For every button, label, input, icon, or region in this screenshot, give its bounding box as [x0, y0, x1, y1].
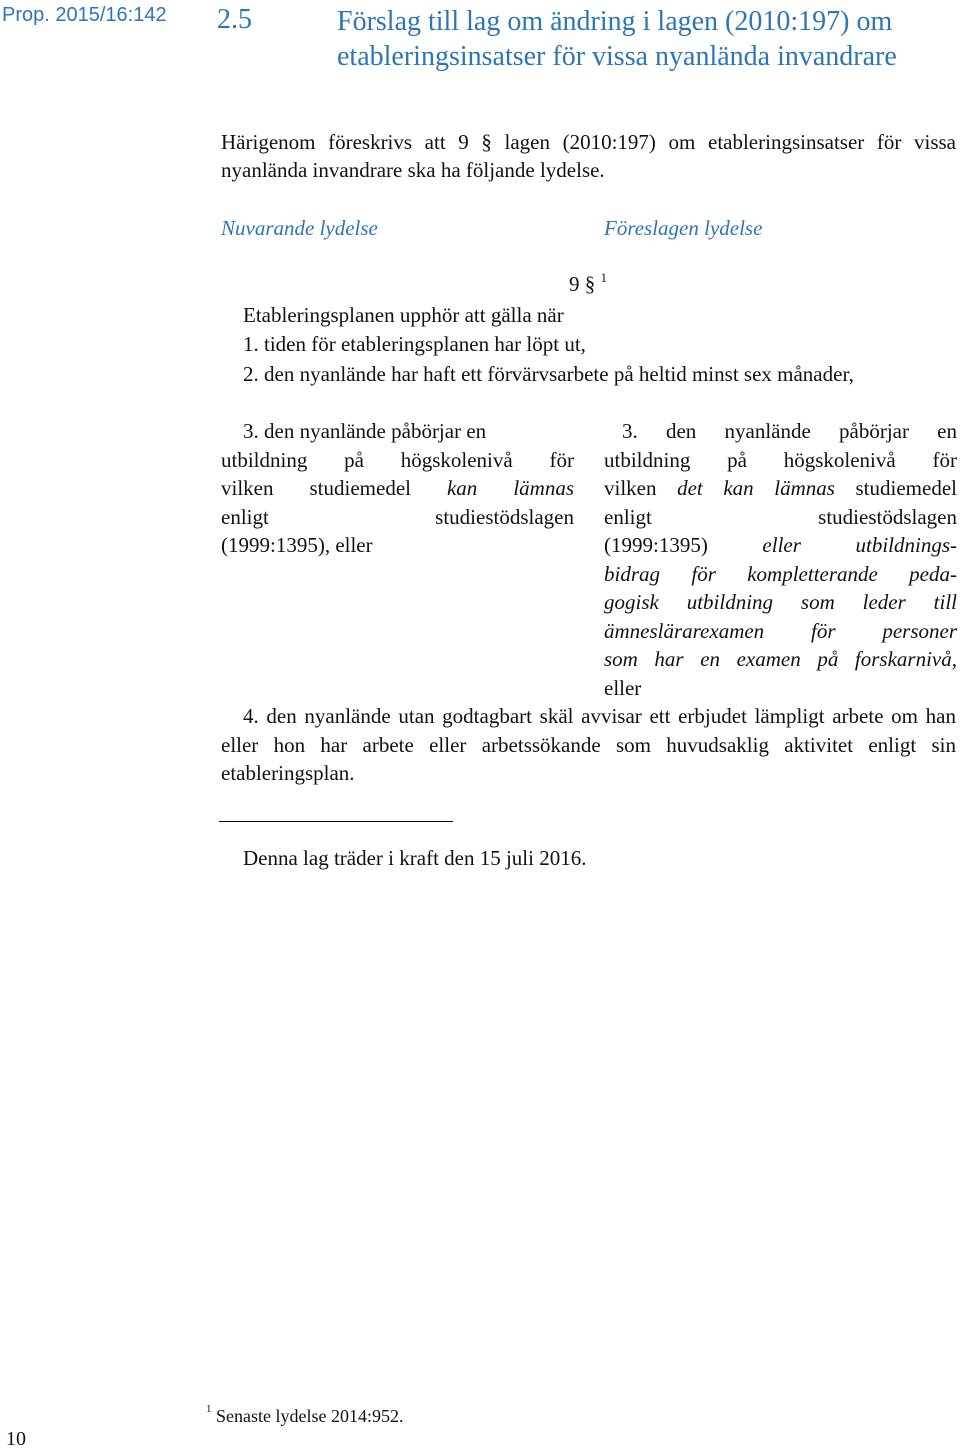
current-l4: enligt studiestödslagen	[221, 504, 574, 529]
current-l1: 3. den nyanlände påbörjar en	[243, 419, 487, 443]
running-head: Prop. 2015/16:142	[2, 4, 167, 26]
item-3-current	[221, 417, 574, 560]
proposed-l8: ämneslärarexamen för personer	[604, 618, 957, 643]
item-3-proposed	[604, 417, 957, 702]
separator-rule	[219, 821, 453, 822]
proposed-l4: enligt studiestödslagen	[604, 504, 957, 529]
footnote-ref: 1	[600, 270, 607, 285]
proposed-l6: bidrag för kompletterande peda-	[604, 561, 957, 586]
item-2: 2. den nyanlände har haft ett förvärvsarbete på heltid minst sex månader,	[243, 362, 854, 386]
paragraph-number: 9 § $^1$	[569, 270, 607, 296]
proposed-l2: utbildning på högskolenivå för	[604, 447, 957, 472]
intro-text: Härigenom föreskrivs att 9 § lagen (2010:197) om etableringsinsatser för vissa nyanlända invandrare ska ha följande lydelse.	[221, 130, 956, 182]
current-l3: vilken studiemedel kan lämnas	[221, 476, 574, 500]
current-l2: utbildning på högskolenivå för	[221, 447, 574, 472]
proposed-l3: vilken det kan lämnas studiemedel	[604, 476, 957, 500]
footnote-text: Senaste lydelse 2014:952.	[216, 1406, 404, 1426]
footnote	[206, 1403, 404, 1427]
section-number: 2.5	[217, 4, 252, 35]
current-l5: (1999:1395), eller	[221, 533, 373, 557]
proposed-wording-label: Föreslagen lydelse	[604, 216, 763, 240]
entry-into-force: Denna lag träder i kraft den 15 juli 2016.	[243, 846, 587, 870]
proposed-l10: eller	[604, 675, 642, 700]
proposed-l1: 3. den nyanlände påbörjar en	[622, 419, 957, 443]
item-1: 1. tiden för etableringsplanen har löpt ut,	[243, 332, 586, 356]
item-4: 4. den nyanlände utan godtagbart skäl avvisar ett erbjudet lämpligt arbete om han eller hon har arbete eller arbetssökande som huvudsaklig aktivitet enligt sin etableringsplan.	[221, 704, 956, 785]
proposed-l5: (1999:1395) eller utbildnings-	[604, 533, 957, 557]
section-title: Förslag till lag om ändring i lagen (2010:197) om etableringsinsatser för vissa nyanlända invandrare	[337, 6, 897, 72]
current-wording-label: Nuvarande lydelse	[221, 216, 378, 240]
paragraph-intro-line: Etableringsplanen upphör att gälla när	[243, 303, 564, 327]
proposed-l9: som har en examen på forskarnivå,	[604, 647, 957, 671]
footnote-marker: 1	[206, 1403, 212, 1415]
page-number: 10	[6, 1428, 26, 1450]
proposed-l7: gogisk utbildning som leder till	[604, 590, 957, 614]
